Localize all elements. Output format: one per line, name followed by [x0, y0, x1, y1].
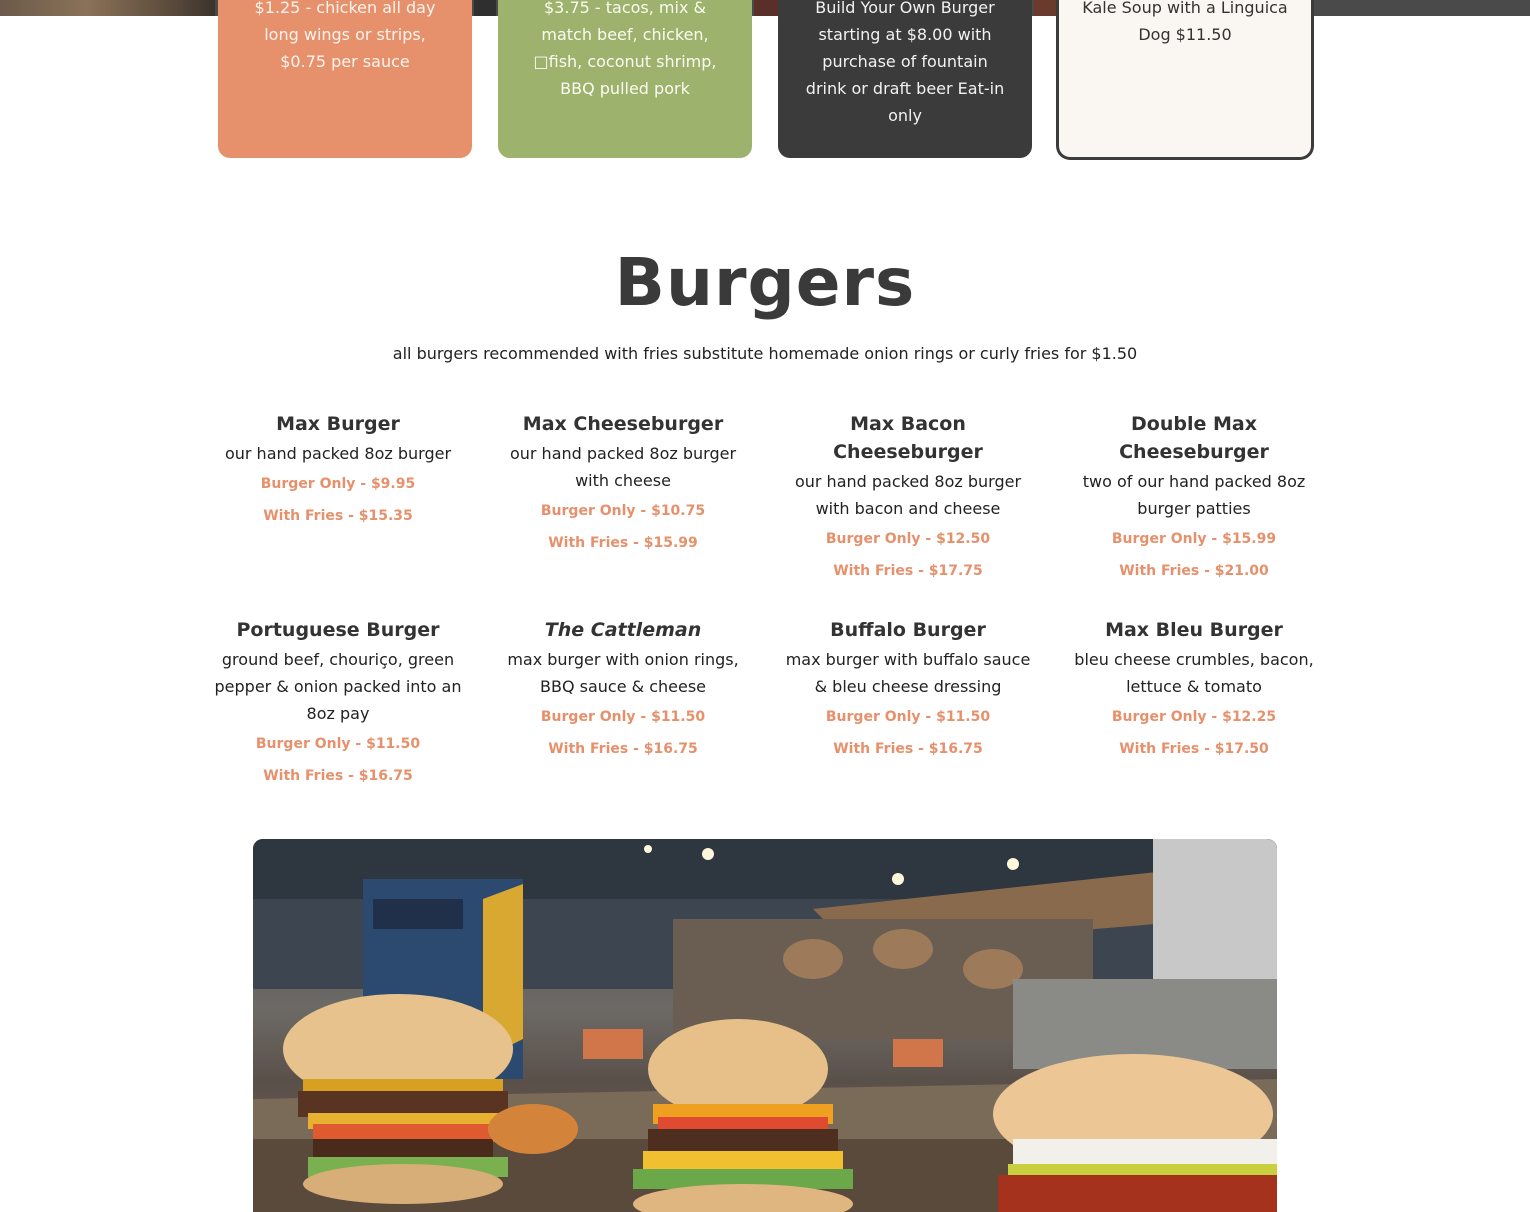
- special-card-kale-soup: [1056, 0, 1314, 160]
- item-name: Max Bleu Burger: [1105, 619, 1283, 641]
- price-with-fries: With Fries - $16.75: [833, 741, 983, 757]
- item-name: Portuguese Burger: [236, 619, 440, 641]
- item-description: our hand packed 8oz burger: [224, 444, 452, 463]
- item-name: Max Bacon Cheeseburger: [833, 413, 983, 463]
- price-with-fries: With Fries - $16.75: [263, 768, 413, 784]
- menu-item-max-cheeseburger: [499, 410, 747, 552]
- special-card-wings: [218, 0, 472, 158]
- price-with-fries: With Fries - $16.75: [548, 741, 698, 757]
- special-card-build-burger: [778, 0, 1032, 158]
- special-card-tacos: [498, 0, 752, 158]
- price-burger-only: Burger Only - $12.50: [825, 531, 991, 547]
- price-with-fries: With Fries - $15.99: [548, 535, 698, 551]
- menu-item-double-max-cheeseburger: [1070, 410, 1318, 580]
- price-burger-only: Burger Only - $11.50: [540, 709, 706, 725]
- item-description: max burger with buffalo sauce & bleu cheese dressing: [785, 650, 1031, 696]
- menu-item-max-bleu-burger: [1070, 616, 1318, 758]
- item-name: Double Max Cheeseburger: [1119, 413, 1269, 463]
- price-burger-only: Burger Only - $9.95: [260, 476, 416, 492]
- special-text: Build Your Own Burger starting at $8.00 with purchase of fountain drink or draft beer Eat-in only: [805, 0, 1005, 125]
- item-name: Buffalo Burger: [830, 619, 986, 641]
- special-text: $3.75 - tacos, mix & match beef, chicken, □fish, coconut shrimp, BBQ pulled pork: [533, 0, 717, 98]
- burgers-photo: [253, 839, 1277, 1212]
- menu-item-portuguese-burger: [214, 616, 462, 785]
- item-description: max burger with onion rings, BBQ sauce & cheese: [507, 650, 739, 696]
- item-name: The Cattleman: [544, 619, 702, 641]
- price-with-fries: With Fries - $15.35: [263, 508, 413, 524]
- price-burger-only: Burger Only - $11.50: [825, 709, 991, 725]
- item-name: Max Cheeseburger: [522, 413, 724, 435]
- section-title: Burgers: [614, 244, 916, 321]
- price-burger-only: Burger Only - $10.75: [540, 503, 706, 519]
- price-with-fries: With Fries - $17.50: [1119, 741, 1269, 757]
- item-description: our hand packed 8oz burger with cheese: [509, 444, 737, 490]
- price-burger-only: Burger Only - $15.99: [1111, 531, 1277, 547]
- item-description: ground beef, chouriço, green pepper & onion packed into an 8oz pay: [214, 650, 462, 723]
- price-with-fries: With Fries - $21.00: [1119, 563, 1269, 579]
- specials-row: [0, 0, 1530, 162]
- special-text: $1.25 - chicken all day long wings or strips, $0.75 per sauce: [254, 0, 436, 71]
- item-description: bleu cheese crumbles, bacon, lettuce & tomato: [1074, 650, 1314, 696]
- price-burger-only: Burger Only - $12.25: [1111, 709, 1277, 725]
- menu-item-max-burger: [214, 410, 462, 525]
- menu-item-the-cattleman: [499, 616, 747, 758]
- item-description: our hand packed 8oz burger with bacon and cheese: [794, 472, 1022, 518]
- menu-item-max-bacon-cheeseburger: [784, 410, 1032, 580]
- section-subtitle: all burgers recommended with fries substitute homemade onion rings or curly fries for $1.50: [392, 344, 1138, 363]
- price-with-fries: With Fries - $17.75: [833, 563, 983, 579]
- burgers-photo-illustration: [253, 839, 1277, 1212]
- menu-item-buffalo-burger: [784, 616, 1032, 758]
- price-burger-only: Burger Only - $11.50: [255, 736, 421, 752]
- item-name: Max Burger: [276, 413, 400, 435]
- item-description: two of our hand packed 8oz burger patties: [1082, 472, 1306, 518]
- special-text: Kale Soup with a Linguica Dog $11.50: [1082, 0, 1288, 44]
